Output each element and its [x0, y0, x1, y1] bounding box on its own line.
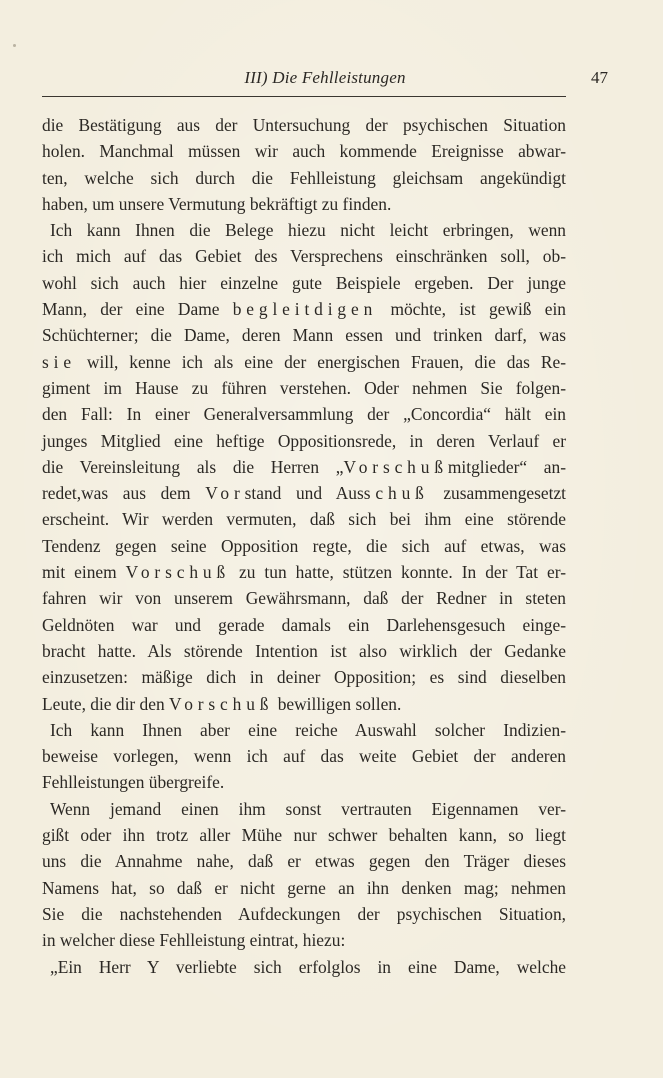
spaced-emphasis: Vor	[205, 483, 245, 504]
chapter-title: III) Die Fehlleistungen	[244, 68, 406, 87]
spaced-emphasis: sie	[42, 351, 76, 372]
text-line: die Bestätigung aus der Untersuchung der psychischen Situation	[42, 115, 566, 135]
text-line: in welcher diese Fehlleistung eintrat, hiezu:	[42, 930, 346, 951]
text-line: den Fall: In einer Generalversammlung der „Concordia“ hält ein	[42, 404, 566, 425]
text-line: wohl sich auch hier einzelne gute Beispiele ergeben. Der junge	[42, 272, 566, 293]
text-line: uns die Annahme nahe, daß er etwas gegen den Träger dieses	[42, 851, 566, 872]
text-line: ich mich auf das Gebiet des Versprechens einschränken soll, ob-	[42, 246, 566, 267]
text-line: junges Mitglied eine heftige Oppositionsrede, in deren Verlauf er	[42, 430, 566, 451]
page-number: 47	[591, 68, 608, 87]
text-line: die Vereinsleitung als die Herren „Vorschußmitglieder“ an-	[42, 456, 567, 477]
running-header	[42, 68, 608, 94]
text-line: sie will, kenne ich als eine der energischen Frauen, die das Re-	[42, 351, 566, 372]
text-line: Leute, die dir den Vorschuß bewilligen sollen.	[42, 693, 402, 714]
text-line: Mann, der eine Dame begleitdigen möchte, ist gewiß ein	[42, 299, 566, 320]
text-line: „Ein Herr Y verliebte sich erfolglos in eine Dame, welche	[50, 956, 566, 977]
text-line: bracht hatte. Als störende Intention ist also wirklich der Gedanke	[42, 640, 566, 661]
text-line: beweise vorlegen, wenn ich auf das weite Gebiet der anderen	[42, 746, 566, 767]
text-line: Wenn jemand einen ihm sonst vertrauten Eigennamen ver-	[50, 798, 566, 819]
spaced-emphasis: schuß	[363, 483, 429, 504]
page-speck	[13, 44, 16, 47]
spaced-emphasis: Vorschuß	[169, 693, 274, 714]
text-line: Fehlleistungen übergreife.	[42, 772, 225, 793]
text-line: Ich kann Ihnen die Belege hiezu nicht leicht erbringen, wenn	[50, 220, 566, 241]
body-text	[42, 112, 566, 980]
spaced-emphasis: Vorschuß	[125, 562, 231, 583]
text-line: Ich kann Ihnen aber eine reiche Auswahl solcher Indizien-	[50, 719, 566, 740]
text-line: Geldnöten war und gerade damals ein Darlehensgesuch einge-	[42, 614, 566, 635]
text-line: Sie die nachstehenden Aufdeckungen der psychischen Situation,	[42, 903, 566, 924]
text-line: ten, welche sich durch die Fehlleistung gleichsam angekündigt	[42, 167, 566, 188]
spaced-emphasis: Vorschuß	[343, 456, 448, 477]
text-line: giment im Hause zu führen verstehen. Oder nehmen Sie folgen-	[42, 377, 566, 398]
text-line: einzusetzen: mäßige dich in deiner Opposition; es sind dieselben	[42, 667, 566, 688]
text-line: redet,was aus dem Vorstand und Ausschuß zusammengesetzt	[42, 483, 566, 504]
text-line: mit einem Vorschuß zu tun hatte, stützen konnte. In der Tat er-	[42, 562, 566, 583]
text-line: gißt oder ihn trotz aller Mühe nur schwer behalten kann, so liegt	[42, 825, 566, 846]
text-line: haben, um unsere Vermutung bekräftigt zu finden.	[42, 193, 392, 214]
text-line: erscheint. Wir werden vermuten, daß sich bei ihm eine störende	[42, 509, 566, 530]
text-line: Tendenz gegen seine Opposition regte, die sich auf etwas, was	[42, 535, 566, 556]
text-line: fahren wir von unserem Gewährsmann, daß der Redner in steten	[42, 588, 566, 609]
text-line: Schüchterner; die Dame, deren Mann essen und trinken darf, was	[42, 325, 566, 346]
text-line: holen. Manchmal müssen wir auch kommende Ereignisse abwar-	[42, 141, 566, 162]
header-rule	[42, 96, 566, 97]
text-line: Namens hat, so daß er nicht gerne an ihn denken mag; nehmen	[42, 877, 566, 898]
spaced-emphasis: begleitdigen	[232, 299, 378, 320]
